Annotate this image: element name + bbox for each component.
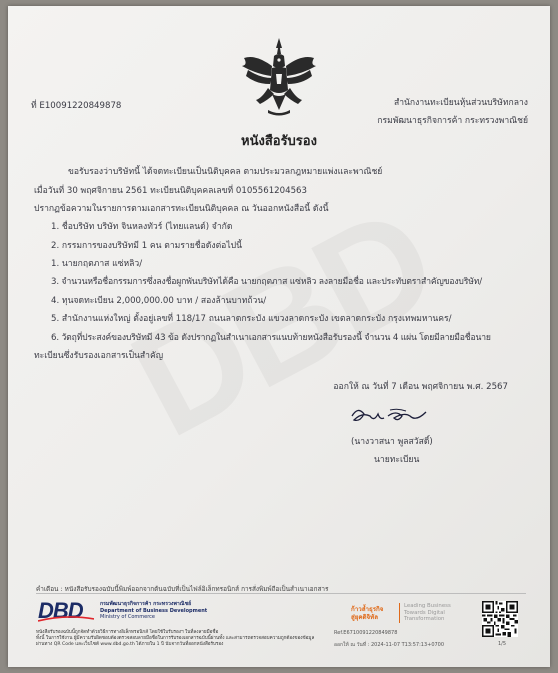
tagline-line-3: Transformation [404,616,445,622]
dbd-logo-text: DBD [38,598,83,623]
tagline-line-1: Leading Business [404,603,451,609]
document-title: หนังสือรับรอง [241,134,317,149]
department-name-en: Department of Business Development [100,608,208,614]
footer-divider [36,593,526,594]
intro-line-3: ปรากฏข้อความในรายการตามเอกสารทะเบียนนิติบุคคล ณ วันออกหนังสือนี้ ดังนี้ [34,204,329,214]
item-authorized-signatory: 3. จำนวนหรือชื่อกรรมการซึ่งลงชื่อผูกพันบริษัทได้คือ นายกฤตภาส แซ่หลิว ลงลายมือชื่อ และประทับตราสำคัญของบริษัท/ [51,277,482,287]
slogan-line-1: ก้าวล้ำธุรกิจ [351,606,384,613]
registrar-signature [348,402,430,428]
item-head-office: 5. สำนักงานแห่งใหญ่ ตั้งอยู่เลขที่ 118/17 ถนนลาดกระบัง แขวงลาดกระบัง เขตลาดกระบัง กรุงเทพมหานคร/ [51,314,452,324]
signer-title: นายทะเบียน [374,455,420,465]
tagline-line-2: Towards Digital [404,609,445,616]
certificate-document [8,6,550,667]
item-objectives: 6. วัตถุที่ประสงค์ของบริษัทมี 43 ข้อ ดังปรากฏในสำเนาเอกสารแนบท้ายหนังสือรับรองนี้ จำนวน 4 แผ่น โดยมีลายมือชื่อนาย [51,333,491,343]
issue-date: ออกให้ ณ วันที่ 7 เดือน พฤศจิกายน พ.ศ. 2567 [333,382,508,392]
item-directors: 2. กรรมการของบริษัทมี 1 คน ตามรายชื่อดังต่อไปนี้ [51,241,242,251]
ministry-name-en: Ministry of Commerce [100,614,155,620]
item-objectives-cont: ทะเบียนซึ่งรับรองเอกสารเป็นสำคัญ [34,351,164,361]
slogan-line-2: สู่ยุคดิจิทัล [351,614,379,621]
item-company-name: 1. ชื่อบริษัท บริษัท จินหลงทัวร์ (ไทยแลนด์) จำกัด [51,222,233,232]
document-number: ที่ E10091220849878 [31,101,122,111]
print-timestamp: ออกให้ ณ วันที่ : 2024-11-07 T13:57:13+0700 [334,642,445,648]
reference-number: Ref.E6710091220849878 [334,630,398,636]
disclaimer-line-1: หนังสือรับรองฉบับนี้ถูกจัดทำด้วยวิธีการทางอิเล็กทรอนิกส์ โดยใช้ใบรับรองฯ ในที่ลงลายมือชื่อ [36,630,219,635]
qr-code[interactable] [482,601,518,637]
office-line-1: สำนักงานทะเบียนหุ้นส่วนบริษัทกลาง [393,98,528,108]
department-name-th: กรมพัฒนาธุรกิจการค้า กระทรวงพาณิชย์ [100,601,192,607]
intro-line-2: เมื่อวันที่ 30 พฤศจิกายน 2561 ทะเบียนนิติบุคคลเลขที่ 0105561204563 [34,186,307,196]
office-line-2: กรมพัฒนาธุรกิจการค้า กระทรวงพาณิชย์ [377,116,528,126]
warning-note: คำเตือน : หนังสือรับรองฉบับนี้พิมพ์ออกจากต้นฉบับที่เป็นไฟล์อิเล็กทรอนิกส์ การสั่งพิมพ์ถือเป็นสำเนาเอกสาร [36,585,329,593]
garuda-emblem-icon [238,36,320,118]
disclaimer-line-2: ทั้งนี้ ในการใช้งาน ผู้มีความรับผิดชอบต้องตรวจสอบลายมือชื่อในการรับรองเอกสารฉบับนี้ผ่านทั้ง และสามารถตรวจสอบความถูกต้องของข้อมูล [36,636,315,641]
signer-name: (นางวาสนา พูลสวัสดิ์) [351,437,433,447]
disclaimer-line-3: ผ่านทาง QR Code และเว็บไซต์ www.dbd.go.th ได้ภายใน 1 ปี นับจากวันที่ออกหนังสือรับรอง [36,642,224,647]
dbd-logo-swoosh-icon [38,616,94,622]
intro-line-1: ขอรับรองว่าบริษัทนี้ ได้จดทะเบียนเป็นนิติบุคคล ตามประมวลกฎหมายแพ่งและพาณิชย์ [68,167,383,177]
page-number: 1/5 [498,641,507,647]
item-registered-capital: 4. ทุนจดทะเบียน 2,000,000.00 บาท / สองล้านบาทถ้วน/ [51,296,267,306]
slogan-divider [399,603,400,623]
item-director-name: 1. นายกฤตภาส แซ่หลิว/ [51,259,143,269]
